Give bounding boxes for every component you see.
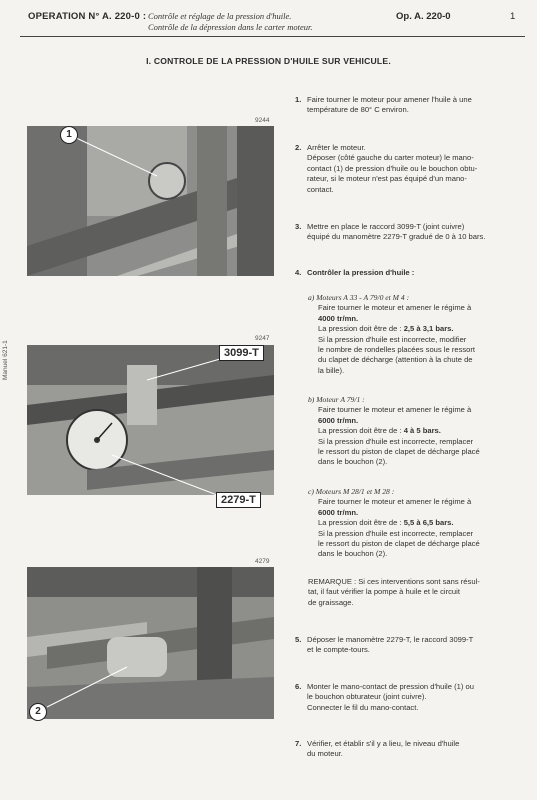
- step-4a-pressure-line: [318, 324, 528, 334]
- step-3-line: équipé du manomètre 2279-T gradué de 0 à 10 bars.: [307, 232, 486, 242]
- step-4b-line: le ressort du piston de clapet de décharge placé: [318, 447, 480, 457]
- remark-line: tat, il faut vérifier la pompe à huile et le circuit: [308, 587, 460, 597]
- step-7-number: 7.: [295, 739, 302, 748]
- engine-photo-2: [27, 345, 274, 495]
- step-2-line: Arrêter le moteur.: [307, 143, 366, 152]
- step-4b-line: Si la pression d'huile est incorrecte, remplacer: [318, 436, 474, 446]
- step-4c-pressure-line: [318, 518, 528, 528]
- remark-line: REMARQUE : Si ces interventions sont sans résul-: [308, 577, 480, 586]
- engine-photo-3: [27, 567, 274, 719]
- step-6-line: Monter le mano-contact de pression d'huile (1) ou: [307, 682, 474, 691]
- step-1-line: Faire tourner le moteur pour amener l'huile à une: [307, 95, 472, 104]
- header-rule: [20, 36, 525, 37]
- step-6: [297, 682, 525, 713]
- step-4a: [308, 293, 528, 376]
- step-2-line: rateur, si le moteur n'est pas équipé d'un mano-: [307, 174, 467, 184]
- step-4a-label: a) Moteurs A 33 - A 79/0 et M 4 :: [308, 293, 410, 302]
- step-4c-pressure-prefix: La pression doit être de :: [318, 518, 404, 528]
- step-4a-line: la bille).: [318, 365, 345, 375]
- remark-line: de graissage.: [308, 597, 354, 607]
- step-4c-line: Si la pression d'huile est incorrecte, remplacer: [318, 528, 474, 538]
- step-1: [297, 95, 525, 116]
- step-5: [297, 635, 525, 656]
- callout-3099-t: 3099-T: [219, 345, 264, 361]
- step-4a-line: Faire tourner le moteur et amener le régime à: [318, 303, 472, 313]
- callout-2: 2: [29, 703, 47, 721]
- figure-photo-3: [27, 567, 274, 719]
- figure-photo-1: [27, 126, 274, 276]
- step-4b-rpm: 6000 tr/mn.: [318, 415, 359, 425]
- step-5-line: et le compte-tours.: [307, 645, 370, 655]
- step-7-line: du moteur.: [307, 749, 343, 759]
- step-2-line: Déposer (côté gauche du carter moteur) le mano-: [307, 153, 474, 163]
- operation-reference: Op. A. 220-0: [396, 11, 451, 22]
- step-4a-pressure-value: 2,5 à 3,1 bars.: [403, 324, 454, 334]
- step-4a-rpm: 4000 tr/mn.: [318, 313, 359, 323]
- engine-photo-1: [27, 126, 274, 276]
- step-2: [297, 143, 525, 195]
- step-4b-pressure-value: 4 à 5 bars.: [403, 426, 441, 436]
- operation-label: OPERATION N° A. 220-0 :: [28, 11, 147, 22]
- step-4-number: 4.: [295, 268, 302, 277]
- step-5-line: Déposer le manomètre 2279-T, le raccord 3099-T: [307, 635, 474, 644]
- step-4a-line: le nombre de rondelles placées sous le ressort: [318, 345, 476, 355]
- figure-number-3: 4279: [255, 558, 270, 565]
- step-4c-line: Faire tourner le moteur et amener le régime à: [318, 497, 472, 507]
- step-7-line: Vérifier, et établir s'il y a lieu, le niveau d'huile: [307, 739, 460, 748]
- step-4c-line: dans le bouchon (2).: [318, 549, 388, 559]
- step-7: [297, 739, 525, 760]
- step-1-number: 1.: [295, 95, 302, 104]
- step-2-line: contact (1) de pression d'huile ou le bouchon obtu-: [307, 163, 478, 173]
- step-6-line: Connecter le fil du mano-contact.: [307, 702, 419, 712]
- subtitle-line-1: Contrôle et réglage de la pression d'huile.: [148, 11, 292, 21]
- figure-photo-2: [27, 345, 274, 495]
- step-4a-line: Si la pression d'huile est incorrecte, modifier: [318, 334, 467, 344]
- step-4c-label: c) Moteurs M 28/1 et M 28 :: [308, 487, 395, 496]
- step-4b-label: b) Moteur A 79/1 :: [308, 395, 365, 404]
- operation-subtitle: [148, 11, 312, 33]
- step-5-number: 5.: [295, 635, 302, 644]
- step-6-number: 6.: [295, 682, 302, 691]
- step-4b: [308, 395, 528, 468]
- step-4a-pressure-prefix: La pression doit être de :: [318, 324, 404, 334]
- step-4c-rpm: 6000 tr/mn.: [318, 507, 359, 517]
- step-2-line: contact.: [307, 184, 334, 194]
- step-3-number: 3.: [295, 222, 302, 231]
- step-4: [297, 268, 525, 278]
- section-title: I. CONTROLE DE LA PRESSION D'HUILE SUR VEHICULE.: [146, 56, 391, 66]
- step-4b-line: dans le bouchon (2).: [318, 457, 388, 467]
- step-4c-line: le ressort du piston de clapet de décharge placé: [318, 539, 480, 549]
- remark: [308, 577, 528, 608]
- step-4c: [308, 487, 528, 560]
- step-3-line: Mettre en place le raccord 3099-T (joint cuivre): [307, 222, 465, 231]
- step-4b-pressure-line: [318, 426, 528, 436]
- figure-number-2: 9247: [255, 335, 270, 342]
- step-1-line: température de 80° C environ.: [307, 105, 409, 115]
- step-3: [297, 222, 525, 243]
- figure-number-1: 9244: [255, 117, 270, 124]
- side-label: Manuel 621-1: [2, 340, 9, 380]
- step-2-number: 2.: [295, 143, 302, 152]
- step-4a-line: du clapet de décharge (attention à la chute de: [318, 355, 473, 365]
- subtitle-line-2: Contrôle de la dépression dans le carter moteur.: [148, 22, 313, 32]
- step-4-title: Contrôler la pression d'huile :: [307, 268, 415, 277]
- callout-2279-t: 2279-T: [216, 492, 261, 508]
- step-6-line: le bouchon obturateur (joint cuivre).: [307, 692, 427, 702]
- step-4b-line: Faire tourner le moteur et amener le régime à: [318, 405, 472, 415]
- page-number: 1: [510, 11, 516, 22]
- step-4c-pressure-value: 5,5 à 6,5 bars.: [403, 518, 454, 528]
- callout-1: 1: [60, 126, 78, 144]
- step-4b-pressure-prefix: La pression doit être de :: [318, 426, 404, 436]
